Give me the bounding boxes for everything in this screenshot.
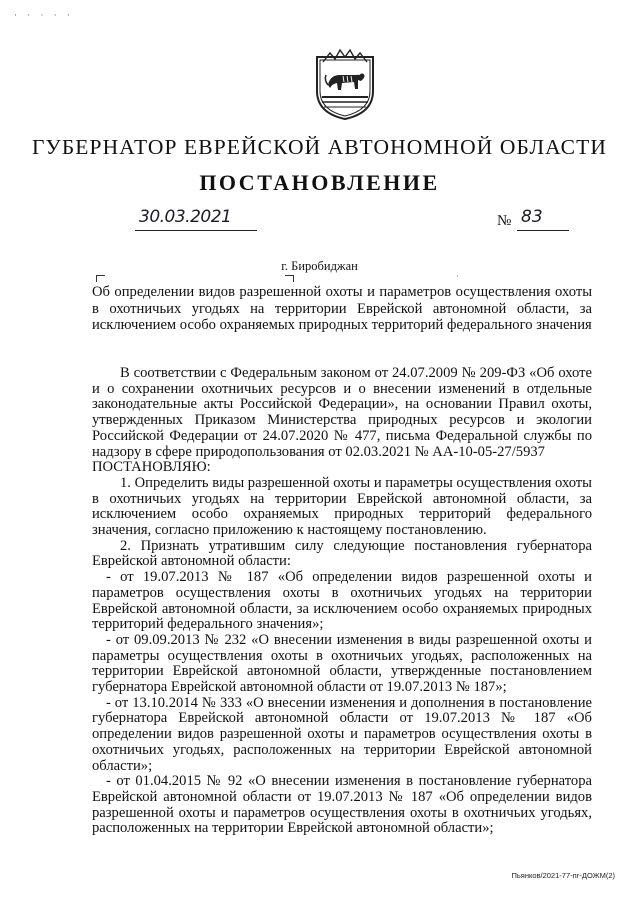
preamble-paragraph: В соответствии с Федеральным законом от 24.07.2009 № 209-ФЗ «Об охоте и о сохранении охотничьих ресурсов и о внесении изменений в отдельные законодательные акты Российской Федерации», на основании Правил охоты, утвержденных Приказом Министерства природных ресурсов и экологии Российской Федерации от 24.07.2020 № 477, письма Федеральной службы по надзору в сфере природопользования от 02.03.2021 № АА-10-05-27/5937 (92, 365, 592, 460)
repealed-item: - от 09.09.2013 № 232 «О внесении изменения в виды разрешенной охоты и параметры осуществления охоты в охотничьих угодьях, расположенных на территории Еврейской автономной области, утвержденные постановлением губернатора Еврейской автономной области от 19.07.2013 № 187»; (92, 631, 592, 696)
title-corner-right (285, 275, 294, 282)
item-1-paragraph: 1. Определить виды разрешенной охоты и параметры осуществления охоты в охотничьих угодьях на территории Еврейской автономной области, за исключением особо охраняемых природных территорий федерального значения, согласно приложению к настоящему постановлению. (92, 474, 592, 539)
issuing-authority: ГУБЕРНАТОР ЕВРЕЙСКОЙ АВТОНОМНОЙ ОБЛАСТИ (32, 135, 607, 159)
document-number: 83 (517, 204, 569, 231)
scan-mark: · (456, 272, 459, 281)
document-body (92, 366, 592, 837)
document-type: ПОСТАНОВЛЕНИЕ (199, 170, 440, 195)
repealed-item: - от 01.04.2015 № 92 «О внесении изменения в постановление губернатора Еврейской автономной области от 19.07.2013 № 187 «Об определении видов разрешенной охоты и параметров осуществления охоты в охотничьих угодьях, расположенных на территории Еврейской автономной области»; (92, 773, 592, 837)
number-sign: № (497, 213, 512, 229)
item-2-paragraph: 2. Признать утратившим силу следующие постановления губернатора Еврейской автономной области: (92, 537, 592, 570)
repealed-item: - от 19.07.2013 № 187 «Об определении видов разрешенной охоты и параметров осуществления охоты в охотничьих угодьях на территории Еврейской автономной области, за исключением особо охраняемых природных территорий федерального значения»; (92, 569, 592, 633)
document-date: 30.03.2021 (135, 204, 257, 231)
document-title: Об определении видов разрешенной охоты и параметров осуществления охоты в охотничьих угодьях на территории Еврейской автономной области, за исключением особо охраняемых природных территорий федерального значения (92, 284, 592, 333)
repealed-item: - от 13.10.2014 № 333 «О внесении изменения и дополнения в постановление губернатора Еврейской автономной области от 19.07.2013 № 187 «Об определении видов разрешенной охоты и параметров осуществления охоты в охотничьих угодьях, расположенных на территории Еврейской автономной области»; (92, 694, 592, 774)
resolve-heading: ПОСТАНОВЛЯЮ: (92, 459, 211, 476)
document-city: г. Биробиджан (281, 259, 358, 273)
scan-speckles: · · · · · (14, 10, 74, 20)
footer-reference: Пьянков/2021-77-пг-ДОЖМ(2) (511, 871, 615, 880)
title-corner-left (96, 275, 105, 282)
coat-of-arms-icon (314, 47, 376, 121)
